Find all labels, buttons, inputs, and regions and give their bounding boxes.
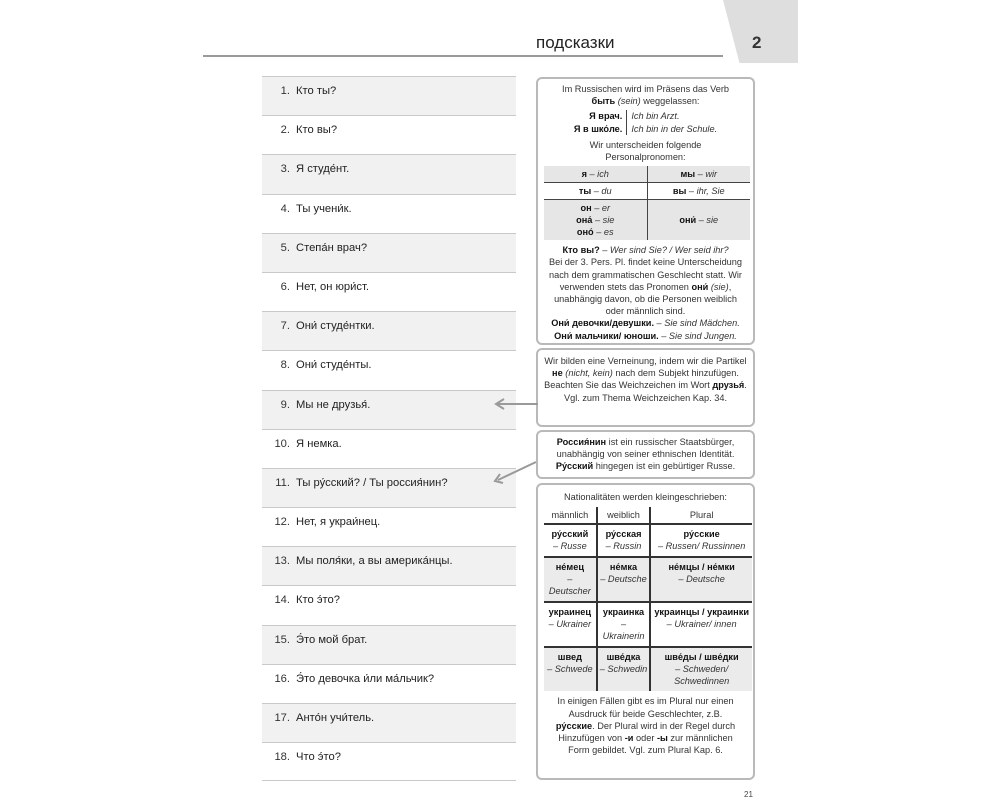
chapter-number: 2	[752, 33, 762, 52]
sentence-row	[262, 390, 516, 429]
sentence-text: Они́ студе́нтки.	[296, 320, 375, 333]
sentence-row	[262, 194, 516, 233]
hint-box-pronouns: Im Russischen wird im Präsens das Verb быть (sein) weggelassen: Я врач. Я в шко́ле. Ich bin Arzt. Ich bin in der Schule. Wir unterscheiden folgende Personalpronomen: я – ich мы – wir ты – du вы – ihr, Sie он – er она́ – sie оно́ – es они́ – sie Кто вы? – Wer sind Sie? / Wer seid ihr? Bei der 3. Pers. Pl. findet keine Unterscheidung nach dem grammatischen Geschlecht statt. Wir verwenden stets das Pronomen они́ (sie), unabhängig davon, ob die Personen weiblich oder männlich sind. Они́ девочки/девушки. – Sie sind Mädchen. Они́ мальчики/ юноши. – Sie sind Jungen.	[536, 77, 755, 345]
sentence-row	[262, 742, 516, 781]
nationality-cell: ру́сская – Russin	[597, 524, 651, 557]
sentence-text: Э́то мой брат.	[296, 633, 368, 646]
sentence-text: Я немка.	[296, 437, 342, 450]
header-rule	[203, 55, 723, 57]
sentence-number: 13.	[274, 555, 290, 568]
nationality-row	[544, 557, 752, 602]
nationality-cell: украинец – Ukrainer	[544, 602, 597, 647]
sentence-number: 10.	[274, 437, 290, 450]
col-header-masculine: männlich	[544, 507, 597, 524]
sentence-row	[262, 233, 516, 272]
sentence-number: 2.	[280, 124, 290, 137]
nationality-row	[544, 524, 752, 557]
page-title: подсказки	[536, 33, 615, 52]
sentence-text: Анто́н учи́тель.	[296, 712, 375, 724]
chapter-tab	[723, 0, 798, 63]
sentence-number: 9.	[280, 398, 290, 411]
arrow-to-sentence-9	[490, 398, 540, 412]
col-header-feminine: weiblich	[597, 507, 651, 524]
sentence-number: 11.	[275, 476, 290, 489]
sentence-text: Мы не друзья́.	[296, 398, 371, 411]
sentence-number: 7.	[280, 320, 290, 333]
sentence-text: Что э́то?	[296, 751, 341, 764]
nationality-cell: украинка – Ukrainerin	[597, 602, 651, 647]
nationality-cell: не́мка – Deutsche	[597, 557, 651, 602]
nationality-table	[544, 507, 752, 691]
sentence-row	[262, 429, 516, 468]
sentence-number: 14.	[274, 594, 290, 607]
sentence-text: Э́то девочка и́ли ма́льчик?	[296, 672, 435, 685]
nationality-cell: шве́дка – Schwedin	[597, 647, 651, 691]
sentence-row	[262, 468, 516, 507]
sentence-text: Кто ты?	[296, 85, 337, 97]
sentence-text: Степа́н врач?	[296, 241, 368, 254]
sentence-row	[262, 703, 516, 742]
arrow-to-sentence-11	[490, 460, 540, 488]
sentence-row	[262, 350, 516, 389]
hint-box-nationalities: Nationalitäten werden kleingeschrieben: männlich weiblich Plural ру́сский – Russe ру́сская – Russin ру́сские – Russen/ Russinnen не́мец – Deutscher не́мка – Deutsche не́мцы / не́мки – Deutsche украинец – Ukrainer украинка – Ukrainerin украинцы / украинки – Ukrainer/ innen швед – Schwede шве́дка – Schwedin шве́ды / шве́дки – Schweden/ Schwedinnen In einigen Fällen gibt es im Plural nur einen Ausdruck für beide Geschlechter, z.B. ру́сские. Der Plural wird in der Regel durch Hinzufügen von -и oder -ы zur männlichen Form gebildet. Vgl. zum Plural Kap. 6.	[536, 483, 755, 780]
sentence-number: 15.	[274, 633, 290, 646]
sentence-text: Я студе́нт.	[296, 163, 350, 176]
sentence-number: 6.	[280, 280, 290, 293]
sentence-row	[262, 154, 516, 193]
sentence-row	[262, 546, 516, 585]
sentence-row	[262, 311, 516, 350]
sentence-text: Нет, он юри́ст.	[296, 280, 369, 293]
sentence-number: 16.	[274, 672, 290, 685]
nationality-cell: ру́сский – Russe	[544, 524, 597, 557]
sentence-row	[262, 585, 516, 624]
sentence-text: Кто вы?	[296, 124, 338, 137]
page-number: 21	[744, 790, 753, 799]
sentence-number: 8.	[280, 359, 290, 372]
sentence-number: 5.	[280, 241, 290, 254]
hint-box-negation: Wir bilden eine Verneinung, indem wir die Partikel не (nicht, kein) nach dem Subjekt hinzufügen. Beachten Sie das Weichzeichen im Wort друзья́. Vgl. zum Thema Weichzeichen Kap. 34.	[536, 348, 755, 427]
sentence-text: Они́ студе́нты.	[296, 359, 372, 372]
sentence-list	[262, 76, 516, 781]
nationality-cell: не́мцы / не́мки – Deutsche	[650, 557, 752, 602]
sentence-text: Кто э́то?	[296, 594, 340, 607]
sentence-number: 1.	[280, 85, 290, 97]
sentence-row	[262, 507, 516, 546]
sentence-number: 12.	[274, 516, 290, 529]
nationality-cell: украинцы / украинки – Ukrainer/ innen	[650, 602, 752, 647]
sentence-row	[262, 76, 516, 115]
nationality-row	[544, 602, 752, 647]
sentence-number: 18.	[274, 751, 290, 764]
sentence-row	[262, 664, 516, 703]
sentence-row	[262, 625, 516, 664]
sentence-number: 4.	[280, 202, 290, 215]
sentence-text: Мы поля́ки, а вы америка́нцы.	[296, 555, 453, 568]
sentence-number: 17.	[274, 712, 290, 724]
sentence-row	[262, 272, 516, 311]
sentence-text: Ты ру́сский? / Ты россия́нин?	[296, 476, 448, 489]
nationality-row	[544, 647, 752, 691]
pronoun-table: я – ich мы – wir ты – du вы – ihr, Sie он – er она́ – sie оно́ – es они́ – sie	[544, 166, 750, 240]
sentence-number: 3.	[280, 163, 290, 176]
col-header-plural: Plural	[650, 507, 752, 524]
nationality-cell: шве́ды / шве́дки – Schweden/ Schwedinnen	[650, 647, 752, 691]
nationality-cell: швед – Schwede	[544, 647, 597, 691]
sentence-text: Ты учени́к.	[296, 202, 352, 215]
nationality-cell: ру́сские – Russen/ Russinnen	[650, 524, 752, 557]
hint-box-nationality-term: Россия́нин ist ein russischer Staatsbürger, unabhängig von seiner ethnischen Identität. Ру́сский hingegen ist ein gebürtiger Russe.	[536, 430, 755, 479]
example-sentences: Я врач. Я в шко́ле. Ich bin Arzt. Ich bin in der Schule.	[573, 111, 718, 134]
sentence-row	[262, 115, 516, 154]
nationality-cell: не́мец – Deutscher	[544, 557, 597, 602]
sentence-text: Нет, я украи́нец.	[296, 516, 381, 529]
